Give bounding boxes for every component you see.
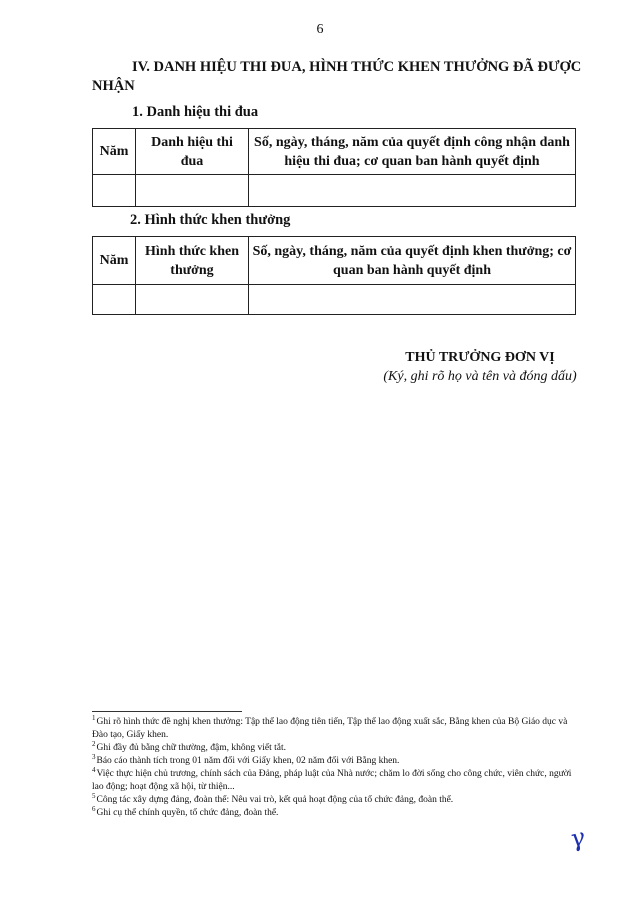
column-header-year: Năm bbox=[93, 129, 136, 175]
footnote-text: Báo cáo thành tích trong 01 năm đối với Giấy khen, 02 năm đối với Bằng khen. bbox=[96, 756, 400, 766]
footnote bbox=[92, 752, 582, 768]
cell-year[interactable] bbox=[93, 175, 136, 207]
page-number: 6 bbox=[316, 22, 324, 37]
table-header-row bbox=[93, 237, 576, 285]
column-header-title: Danh hiệu thi đua bbox=[136, 129, 249, 175]
footnote-number: 3 bbox=[92, 752, 96, 761]
table-row bbox=[93, 285, 576, 315]
footnote-text: Công tác xây dựng đảng, đoàn thể: Nêu vai trò, kết quả hoạt động của tổ chức đảng, đoàn thể. bbox=[96, 795, 454, 805]
emulation-titles-heading: 1. Danh hiệu thi đua bbox=[132, 104, 259, 120]
cell-decision[interactable] bbox=[249, 175, 576, 207]
footnote bbox=[92, 804, 582, 820]
cell-form[interactable] bbox=[136, 285, 249, 315]
signature-title: THỦ TRƯỞNG ĐƠN VỊ bbox=[405, 350, 555, 365]
footnote-text: Việc thực hiện chủ trương, chính sách của Đảng, pháp luật của Nhà nước; chăm lo đời sống cho công chức, viên chức, người lao động; hoạt động xã hội, từ thiện... bbox=[92, 769, 572, 792]
commendation-forms-heading: 2. Hình thức khen thưởng bbox=[130, 212, 291, 228]
table-header-row bbox=[93, 129, 576, 175]
emulation-titles-table bbox=[92, 128, 576, 207]
footnotes bbox=[92, 713, 582, 820]
column-header-decision: Số, ngày, tháng, năm của quyết định khen thưởng; cơ quan ban hành quyết định bbox=[249, 237, 576, 285]
footnote-text: Ghi rõ hình thức đề nghị khen thưởng: Tập thể lao động tiên tiến, Tập thể lao động xuất sắc, Bằng khen của Bộ Giáo dục và Đào tạo, Giấy khen. bbox=[92, 717, 568, 740]
cell-title[interactable] bbox=[136, 175, 249, 207]
cell-decision[interactable] bbox=[249, 285, 576, 315]
column-header-decision: Số, ngày, tháng, năm của quyết định công nhận danh hiệu thi đua; cơ quan ban hành quyết định bbox=[249, 129, 576, 175]
footnote-divider bbox=[92, 711, 242, 712]
commendation-forms-table bbox=[92, 236, 576, 315]
footnote-number: 4 bbox=[92, 765, 96, 774]
signature-note: (Ký, ghi rõ họ và tên và đóng dấu) bbox=[383, 369, 577, 384]
footnote-text: Ghi cụ thể chính quyền, tổ chức đảng, đoàn thể. bbox=[96, 808, 279, 818]
footnote-number: 6 bbox=[92, 804, 96, 813]
cell-year[interactable] bbox=[93, 285, 136, 315]
footnote-number: 5 bbox=[92, 791, 96, 800]
footnote-number: 1 bbox=[92, 713, 96, 722]
section-title: IV. DANH HIỆU THI ĐUA, HÌNH THỨC KHEN THƯỞNG ĐÃ ĐƯỢC NHẬN bbox=[92, 59, 582, 94]
footnote bbox=[92, 713, 582, 742]
footnote bbox=[92, 739, 582, 755]
column-header-form: Hình thức khen thưởng bbox=[136, 237, 249, 285]
column-header-year: Năm bbox=[93, 237, 136, 285]
footnote-number: 2 bbox=[92, 739, 96, 748]
table-row bbox=[93, 175, 576, 207]
handwritten-initials: γ bbox=[566, 822, 588, 854]
footnote bbox=[92, 791, 582, 807]
footnote-text: Ghi đầy đủ bằng chữ thường, đậm, không viết tắt. bbox=[96, 743, 286, 753]
footnote bbox=[92, 765, 582, 794]
